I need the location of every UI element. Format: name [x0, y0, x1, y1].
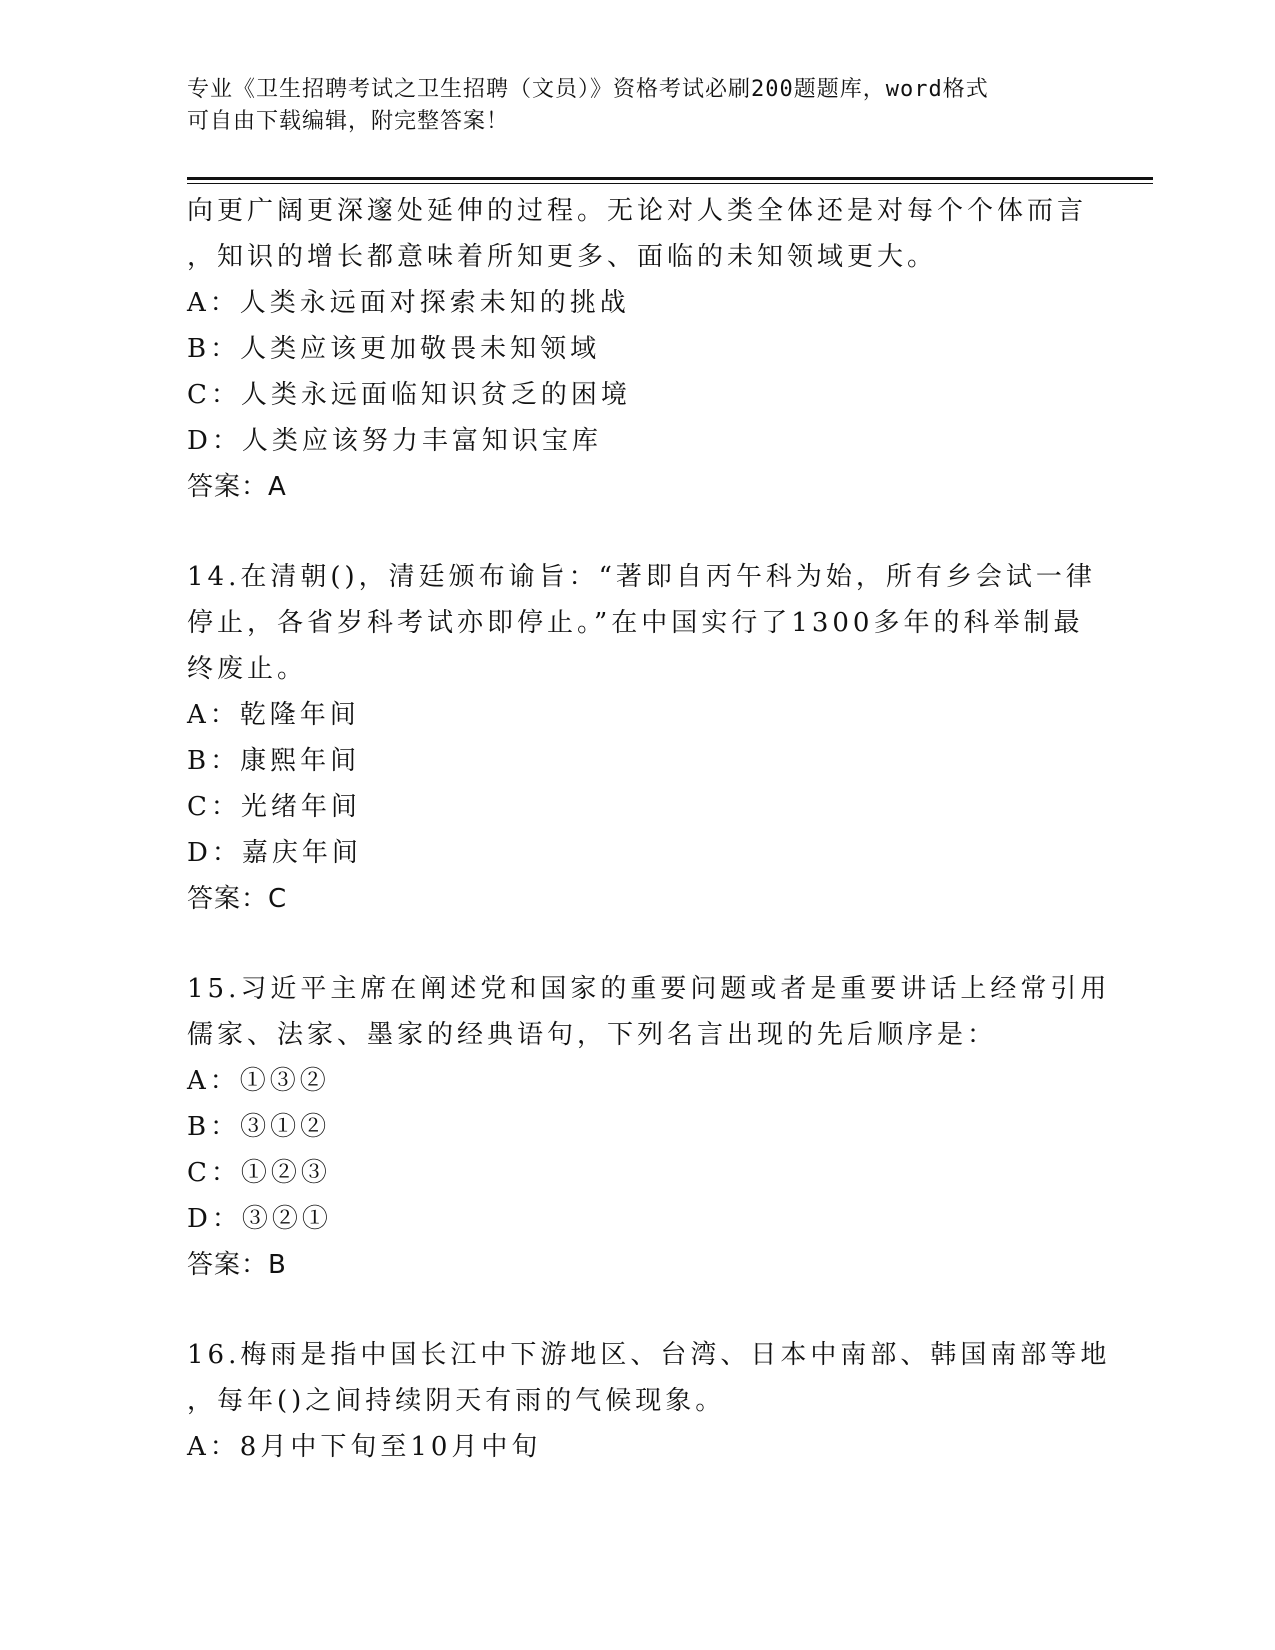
option-d: D：③②①	[187, 1204, 332, 1234]
option-b: B：③①②	[187, 1112, 331, 1142]
question-text-line: 14.在清朝()，清廷颁布谕旨：“著即自丙午科为始，所有乡会试一律	[187, 562, 1096, 592]
document-header	[187, 74, 1067, 138]
question-13-continued	[187, 188, 1087, 510]
question-14	[187, 554, 1096, 922]
option-c: C：人类永远面临知识贫乏的困境	[187, 380, 631, 410]
question-15	[187, 966, 1111, 1288]
answer-line: 答案：B	[187, 1250, 287, 1280]
header-title-line-1: 专业《卫生招聘考试之卫生招聘（文员）》资格考试必刷200题题库，word格式	[187, 77, 989, 102]
option-b: B：人类应该更加敬畏未知领域	[187, 334, 601, 364]
option-c: C：①②③	[187, 1158, 331, 1188]
question-text-line: 儒家、法家、墨家的经典语句，下列名言出现的先后顺序是：	[187, 1020, 998, 1050]
question-text-line: 终废止。	[187, 654, 308, 684]
question-text-line: 停止，各省岁科考试亦即停止。”在中国实行了1300多年的科举制最	[187, 608, 1084, 638]
question-text-line: 16.梅雨是指中国长江中下游地区、台湾、日本中南部、韩国南部等地	[187, 1340, 1111, 1370]
question-text-line: ，知识的增长都意味着所知更多、面临的未知领域更大。	[187, 242, 938, 272]
answer-line: 答案：A	[187, 472, 287, 502]
header-divider-thin	[187, 183, 1153, 184]
option-d: D：人类应该努力丰富知识宝库	[187, 426, 602, 456]
option-a: A：8月中下旬至10月中旬	[187, 1432, 542, 1462]
option-a: A：乾隆年间	[187, 700, 360, 730]
option-d: D：嘉庆年间	[187, 838, 362, 868]
question-text-line: 15.习近平主席在阐述党和国家的重要问题或者是重要讲话上经常引用	[187, 974, 1111, 1004]
option-c: C：光绪年间	[187, 792, 361, 822]
answer-line: 答案：C	[187, 884, 288, 914]
question-text-line: ，每年()之间持续阴天有雨的气候现象。	[187, 1386, 726, 1416]
question-list	[187, 188, 1111, 1470]
option-a: A：①③②	[187, 1066, 330, 1096]
question-text-line: 向更广阔更深邃处延伸的过程。无论对人类全体还是对每个个体而言	[187, 196, 1088, 226]
header-divider-thick	[187, 177, 1153, 180]
header-title-line-2: 可自由下载编辑，附完整答案！	[187, 109, 510, 134]
option-b: B：康熙年间	[187, 746, 361, 776]
question-16	[187, 1332, 1111, 1470]
option-a: A：人类永远面对探索未知的挑战	[187, 288, 630, 318]
